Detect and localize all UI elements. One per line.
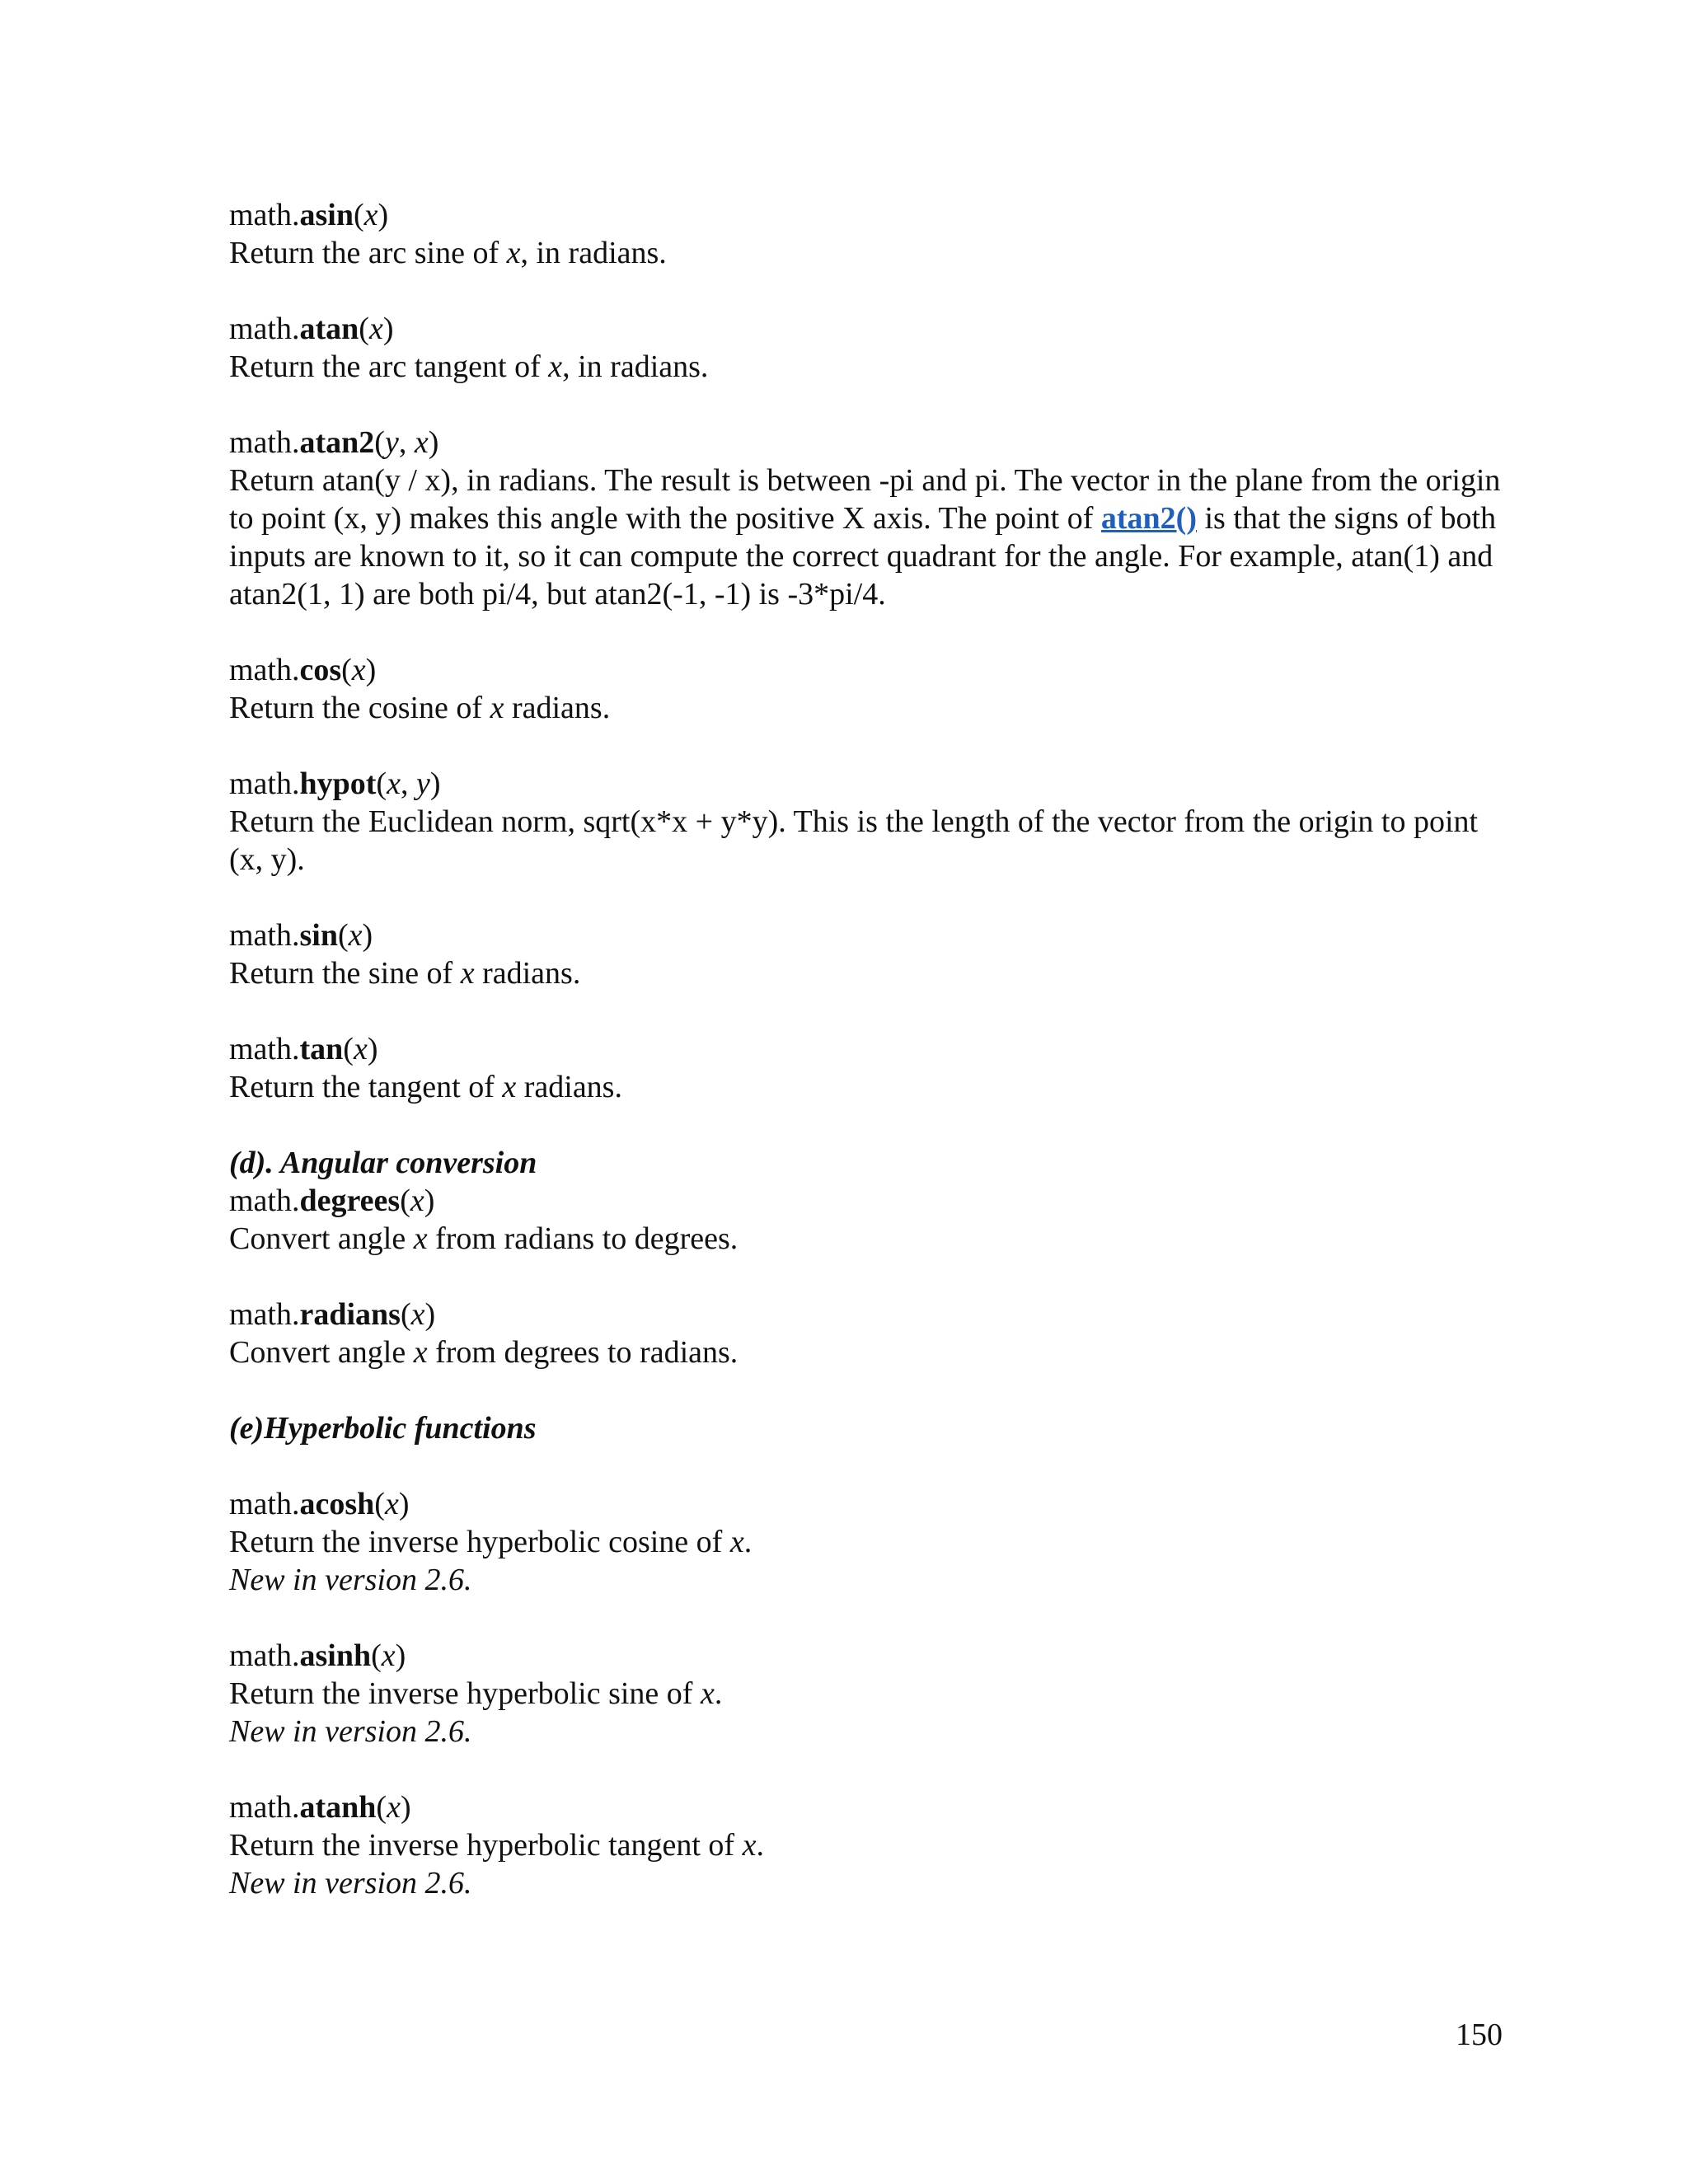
desc-variable: x	[700, 1676, 715, 1711]
paren-close: )	[400, 1790, 411, 1825]
function-name: acosh	[299, 1487, 375, 1521]
section-heading-hyperbolic-functions: (e)Hyperbolic functions	[229, 1411, 537, 1446]
param-separator: ,	[400, 766, 416, 801]
desc-variable: x	[413, 1335, 428, 1370]
desc-variable: x	[729, 1525, 744, 1559]
signature-atanh	[229, 1788, 1515, 1826]
desc-text: Return the tangent of	[229, 1070, 503, 1104]
signature-acosh	[229, 1485, 1515, 1523]
entry-atanh	[229, 1788, 1515, 1902]
param: x	[348, 918, 363, 953]
paren-close: )	[367, 1032, 378, 1066]
description-atan	[229, 348, 1515, 386]
document-body	[229, 196, 1515, 1940]
desc-text: Convert angle	[229, 1335, 414, 1370]
version-note: New in version 2.6.	[229, 1563, 472, 1597]
signature-asinh	[229, 1637, 1515, 1675]
signature-atan2	[229, 424, 1515, 462]
param: x	[351, 653, 366, 687]
param: x	[381, 1638, 396, 1673]
function-name: hypot	[299, 766, 377, 801]
desc-text: Return the cosine of	[229, 691, 490, 725]
function-name: tan	[299, 1032, 344, 1066]
param: x	[353, 1032, 368, 1066]
desc-text: Return the inverse hyperbolic sine of	[229, 1676, 701, 1711]
description-atan2	[229, 462, 1515, 613]
module-prefix: math.	[229, 1790, 300, 1825]
paren-open: (	[400, 1297, 411, 1332]
signature-cos	[229, 651, 1515, 689]
desc-variable: x	[490, 691, 504, 725]
module-prefix: math.	[229, 425, 300, 460]
module-prefix: math.	[229, 1638, 300, 1673]
param: x	[368, 312, 383, 346]
desc-text: , in radians.	[562, 349, 709, 384]
paren-close: )	[395, 1638, 406, 1673]
entry-asin	[229, 196, 1515, 272]
paren-open: (	[374, 1487, 385, 1521]
page-number: 150	[1456, 2018, 1503, 2052]
desc-text: is that the signs of both inputs are known to it, so it can compute the correct quadrant for the angle. For example, atan(1) and atan2(1, 1) are both pi/4, but atan2(-1, -1) is -3*pi/4.	[229, 501, 1497, 612]
module-prefix: math.	[229, 653, 300, 687]
section-heading-angular-conversion: (d). Angular conversion	[229, 1146, 537, 1180]
desc-variable: x	[502, 1070, 517, 1104]
signature-degrees	[229, 1182, 1515, 1220]
module-prefix: math.	[229, 918, 300, 953]
signature-sin	[229, 916, 1515, 954]
function-name: cos	[299, 653, 342, 687]
paren-open: (	[371, 1638, 382, 1673]
paren-open: (	[359, 312, 369, 346]
paren-close: )	[377, 198, 389, 232]
desc-variable: x	[413, 1221, 428, 1256]
module-prefix: math.	[229, 1032, 300, 1066]
description-asinh	[229, 1675, 1515, 1713]
description-degrees	[229, 1220, 1515, 1258]
desc-variable: x	[506, 236, 521, 270]
param-separator: ,	[398, 425, 415, 460]
module-prefix: math.	[229, 198, 300, 232]
desc-text: radians.	[504, 691, 611, 725]
paren-close: )	[429, 766, 441, 801]
desc-text: Return atan(y / x), in radians. The result is between -pi and pi. The vector in the plane from the origin to point (x, y) makes this angle with the positive X axis. The point of	[229, 463, 1501, 536]
description-asin	[229, 234, 1515, 272]
signature-asin	[229, 196, 1515, 234]
paren-close: )	[398, 1487, 410, 1521]
function-name: asinh	[299, 1638, 372, 1673]
function-name: radians	[299, 1297, 401, 1332]
desc-variable: x	[548, 349, 563, 384]
param: x	[410, 1183, 424, 1218]
paren-open: (	[400, 1183, 410, 1218]
desc-text: Return the sine of	[229, 956, 461, 991]
version-note: New in version 2.6.	[229, 1866, 472, 1900]
desc-text: from radians to degrees.	[427, 1221, 738, 1256]
desc-text: .	[756, 1828, 764, 1863]
paren-close: )	[382, 312, 394, 346]
entry-atan	[229, 310, 1515, 386]
param: x	[387, 766, 401, 801]
function-name: sin	[299, 918, 338, 953]
desc-text: .	[714, 1676, 723, 1711]
param: x	[414, 425, 429, 460]
desc-variable: x	[742, 1828, 757, 1863]
description-atanh	[229, 1826, 1515, 1864]
description-hypot: Return the Euclidean norm, sqrt(x*x + y*y). This is the length of the vector from the origin to point (x, y).	[229, 804, 1479, 877]
paren-open: (	[341, 653, 352, 687]
desc-text: Return the inverse hyperbolic tangent of	[229, 1828, 743, 1863]
paren-close: )	[362, 918, 373, 953]
signature-radians	[229, 1296, 1515, 1333]
description-cos	[229, 689, 1515, 727]
module-prefix: math.	[229, 1183, 300, 1218]
function-name: atan2	[299, 425, 375, 460]
module-prefix: math.	[229, 1487, 300, 1521]
desc-text: Return the arc tangent of	[229, 349, 549, 384]
desc-text: , in radians.	[520, 236, 667, 270]
entry-cos	[229, 651, 1515, 727]
signature-tan	[229, 1030, 1515, 1068]
paren-open: (	[353, 198, 364, 232]
param: x	[410, 1297, 425, 1332]
entry-tan	[229, 1030, 1515, 1106]
desc-text: Return the inverse hyperbolic cosine of	[229, 1525, 730, 1559]
entry-sin	[229, 916, 1515, 992]
function-name: asin	[299, 198, 354, 232]
signature-atan	[229, 310, 1515, 348]
desc-text: Return the arc sine of	[229, 236, 507, 270]
paren-open: (	[343, 1032, 354, 1066]
param: y	[415, 766, 430, 801]
paren-close: )	[428, 425, 439, 460]
param: y	[384, 425, 399, 460]
param: x	[384, 1487, 399, 1521]
desc-text: Convert angle	[229, 1221, 414, 1256]
desc-text: .	[743, 1525, 753, 1559]
entry-radians	[229, 1296, 1515, 1371]
function-name: atan	[299, 312, 359, 346]
paren-close: )	[424, 1183, 435, 1218]
description-acosh	[229, 1523, 1515, 1561]
atan2-link[interactable]: atan2()	[1100, 501, 1197, 536]
paren-open: (	[374, 425, 385, 460]
desc-text: radians.	[516, 1070, 622, 1104]
entry-asinh	[229, 1637, 1515, 1750]
module-prefix: math.	[229, 1297, 300, 1332]
function-name: degrees	[299, 1183, 401, 1218]
entry-acosh	[229, 1485, 1515, 1599]
paren-close: )	[365, 653, 377, 687]
module-prefix: math.	[229, 766, 300, 801]
description-sin	[229, 954, 1515, 992]
paren-open: (	[337, 918, 349, 953]
entry-degrees	[229, 1144, 1515, 1258]
paren-open: (	[376, 766, 387, 801]
desc-text: radians.	[474, 956, 581, 991]
signature-hypot	[229, 765, 1515, 803]
desc-variable: x	[460, 956, 475, 991]
description-tan	[229, 1068, 1515, 1106]
module-prefix: math.	[229, 312, 300, 346]
paren-open: (	[376, 1790, 387, 1825]
function-name: atanh	[299, 1790, 377, 1825]
desc-text: from degrees to radians.	[427, 1335, 738, 1370]
param: x	[363, 198, 378, 232]
param: x	[387, 1790, 401, 1825]
entry-hypot	[229, 765, 1515, 879]
entry-atan2	[229, 424, 1515, 613]
paren-close: )	[424, 1297, 436, 1332]
version-note: New in version 2.6.	[229, 1714, 472, 1749]
description-radians	[229, 1333, 1515, 1371]
